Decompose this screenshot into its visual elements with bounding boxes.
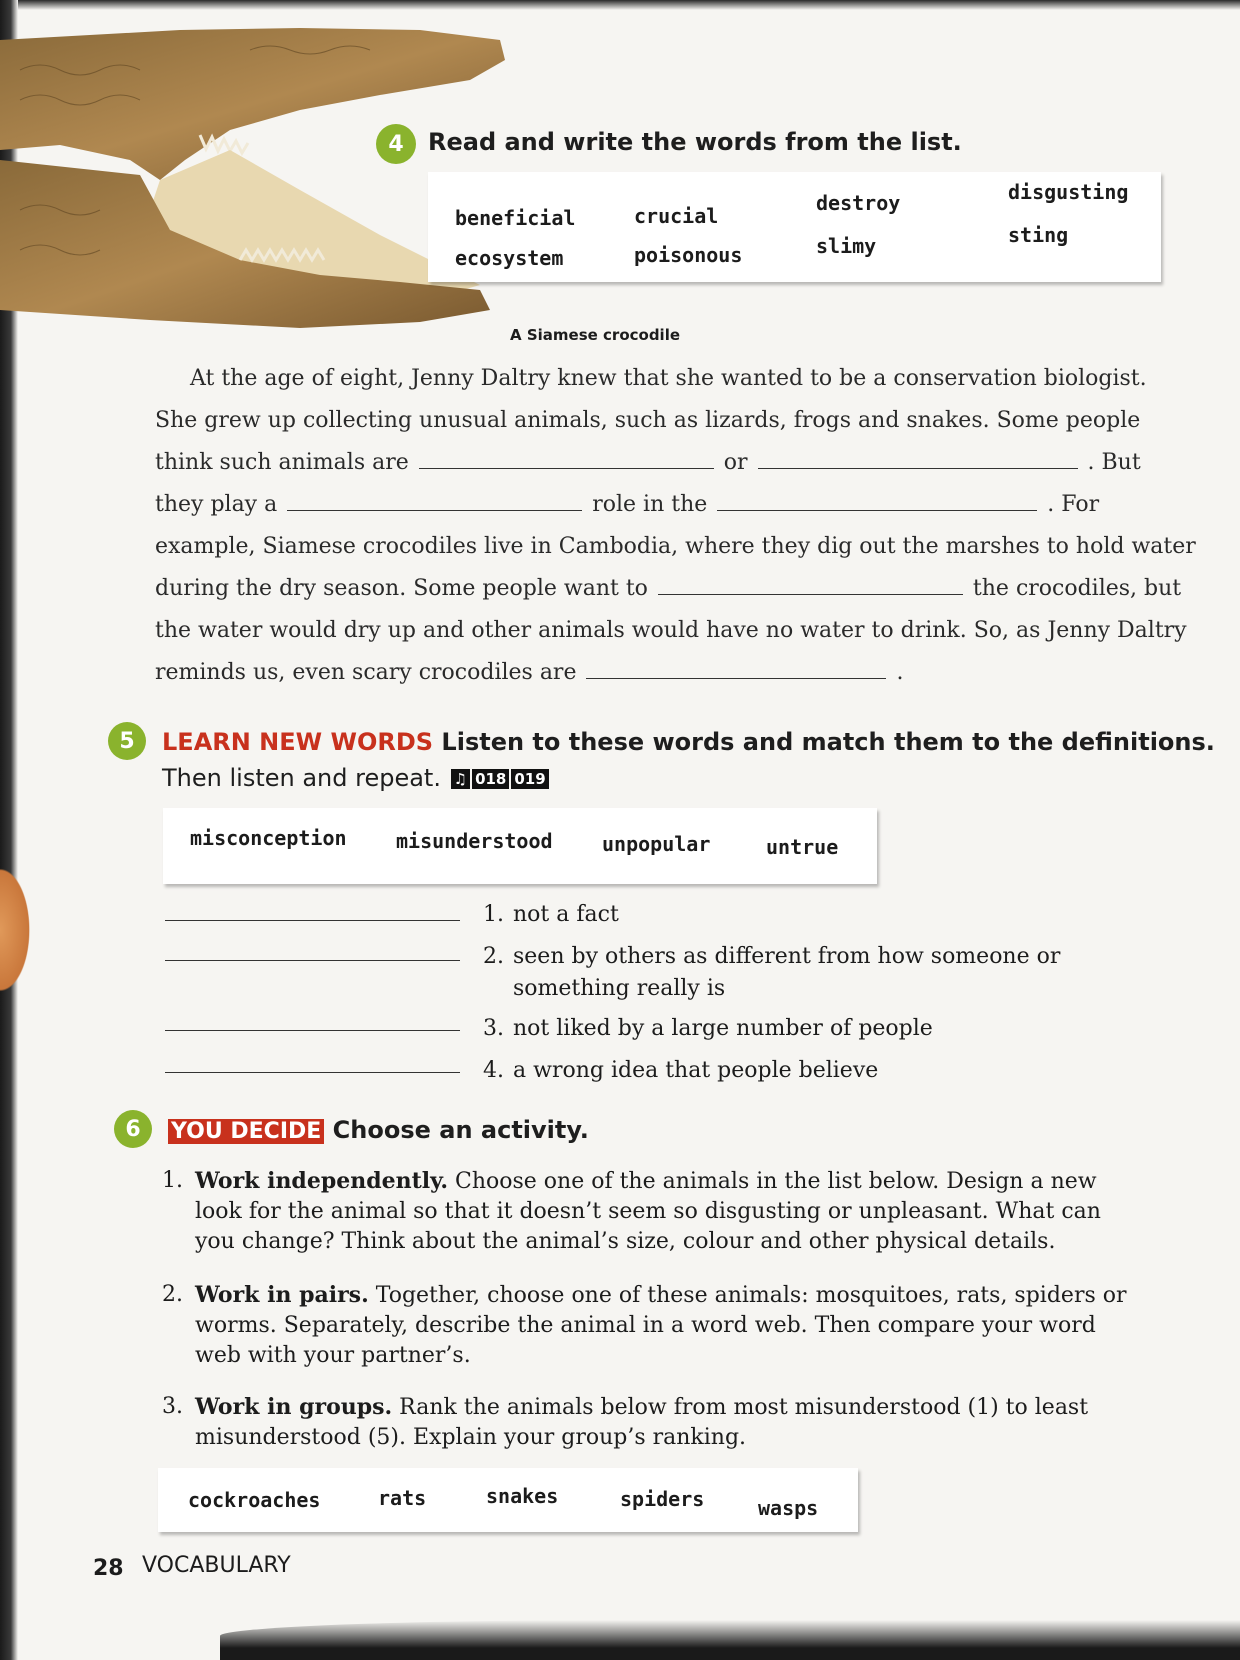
activity-title: Work in groups. [195,1394,393,1420]
word-list-item: misconception [190,826,347,850]
passage-line: example, Siamese crocodiles live in Cambodia, where they dig out the marshes to hold water [155,534,1196,559]
word-list-item: misunderstood [396,829,553,853]
word-list-item: destroy [816,191,901,215]
word-list-item: sting [1008,223,1069,247]
exercise-6-heading [168,1116,589,1144]
word-list-item: rats [378,1486,427,1510]
activity-text: Together, choose one of these animals: mosquitoes, rats, spiders or worms. Separately, describe the animal in a word web. Then compare your word web with your partner’s. [195,1283,1127,1368]
answer-blank[interactable] [419,467,714,469]
exercise-5-subtext: Then listen and repeat. [162,764,441,792]
word-list-item: ecosystem [455,246,564,270]
answer-blank[interactable] [165,920,460,921]
activity-title: Work in pairs. [195,1282,369,1308]
passage-line [155,576,1181,601]
passage-text: role in the [592,492,708,517]
passage-text: . But [1087,450,1141,475]
answer-blank[interactable] [758,467,1078,469]
word-list-item: beneficial [455,206,576,230]
passage-text: or [723,450,748,475]
word-list-item: untrue [766,835,839,859]
passage-text: reminds us, even scary crocodiles are [155,660,577,685]
passage-text: . For [1047,492,1100,517]
audio-track-badge[interactable]: 019 [511,769,548,789]
answer-blank[interactable] [287,509,582,511]
word-list-item: poisonous [634,243,743,267]
answer-blank[interactable] [586,677,886,679]
passage-line: the water would dry up and other animals would have no water to drink. So, as Jenny Daltry [155,618,1187,643]
activity-title: Work independently. [195,1168,448,1194]
image-caption: A Siamese crocodile [510,326,681,344]
side-decoration [0,860,34,1000]
activity-item: 1. Work independently. Choose one of the animals in the list below. Design a new look for the animal so that it doesn’t seem so disgusting or unpleasant. What can you change? Think about the animal’s size, colour and other physical details. [162,1168,1101,1254]
word-list-item: spiders [620,1487,705,1511]
word-list-item: cockroaches [188,1488,321,1512]
answer-blank[interactable] [165,1072,460,1073]
answer-blank[interactable] [717,509,1037,511]
exercise-5-heading [162,728,1215,756]
definition-item: 2. seen by others as different from how someone or [483,944,1061,969]
exercise-5-subheading [162,764,549,792]
passage-line [155,450,1141,475]
answer-blank[interactable] [658,593,963,595]
word-list-item: crucial [634,204,719,228]
activity-item: 3. Work in groups. Rank the animals below from most misunderstood (1) to least misunderstood (5). Explain your group’s ranking. [162,1394,1089,1450]
exercise-number-badge: 6 [114,1110,152,1148]
passage-line: At the age of eight, Jenny Daltry knew that she wanted to be a conservation biologist. [190,366,1147,391]
exercise-4-heading: Read and write the words from the list. [428,128,962,156]
word-list-item: unpopular [602,832,711,856]
activity-text: Rank the animals below from most misunderstood (1) to least misunderstood (5). Explain your group’s ranking. [195,1395,1089,1450]
exercise-5-instruction: Listen to these words and match them to the definitions. [441,728,1215,756]
exercise-6-instruction: Choose an activity. [332,1116,589,1144]
passage-text: they play a [155,492,278,517]
you-decide-label: YOU DECIDE [168,1119,324,1144]
word-list-item: slimy [816,234,877,258]
answer-blank[interactable] [165,960,460,961]
page-bottom-shadow [220,1620,1240,1660]
crocodile-illustration [0,10,520,330]
section-label: VOCABULARY [142,1553,291,1578]
passage-line [155,660,903,685]
passage-text: . [896,660,904,685]
audio-icon[interactable]: ♫ [451,769,470,789]
word-list-item: disgusting [1008,180,1129,204]
exercise-number-badge: 5 [108,722,146,760]
answer-blank[interactable] [165,1030,460,1031]
definition-item: 1. not a fact [483,902,619,927]
definition-item: 3. not liked by a large number of people [483,1016,933,1041]
activity-item: 2. Work in pairs. Together, choose one of these animals: mosquitoes, rats, spiders or worms. Separately, describe the animal in a word web. Then compare your word web with your partner’s. [162,1282,1127,1368]
page-top-shadow [0,0,1240,10]
word-list-item: wasps [758,1496,819,1520]
passage-text: think such animals are [155,450,409,475]
definition-item-continued: something really is [513,976,726,1001]
passage-text: during the dry season. Some people want to [155,576,648,601]
exercise-number-badge: 4 [376,124,416,164]
passage-line [155,492,1099,517]
activity-text: Choose one of the animals in the list below. Design a new look for the animal so that it doesn’t seem so disgusting or unpleasant. What can you change? Think about the animal’s size, colour and other physical details. [195,1169,1101,1254]
passage-text: the crocodiles, but [972,576,1182,601]
page-number: 28 [93,1556,124,1581]
word-list-item: snakes [486,1484,559,1508]
audio-track-badge[interactable]: 018 [472,769,509,789]
learn-new-words-label: LEARN NEW WORDS [162,728,434,756]
definition-item: 4. a wrong idea that people believe [483,1058,879,1083]
passage-line: She grew up collecting unusual animals, such as lizards, frogs and snakes. Some people [155,408,1141,433]
